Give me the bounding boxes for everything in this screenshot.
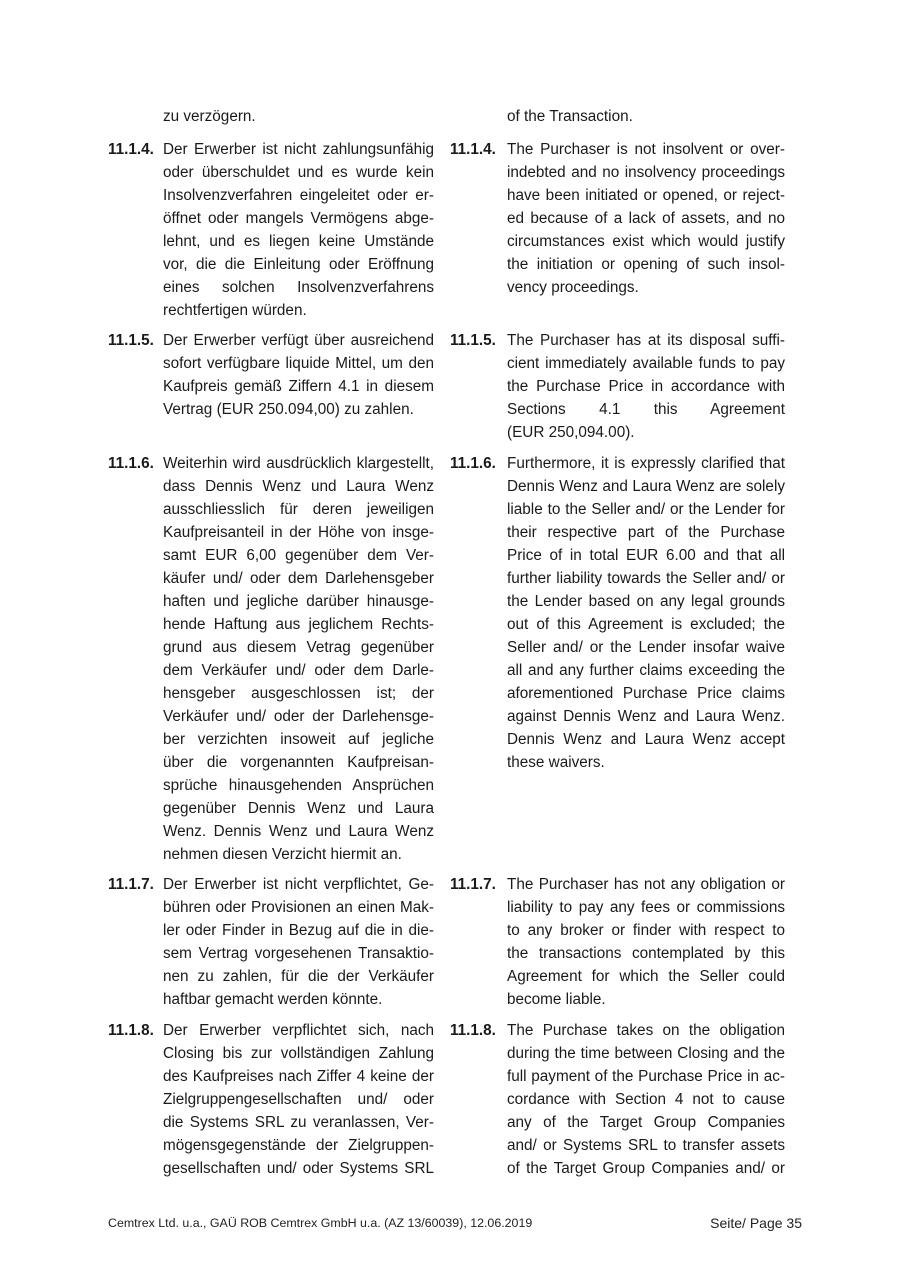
text-line: sofort verfügbare liquide Mittel, um den: [163, 355, 434, 372]
text-line: Der Erwerber verfügt über ausreichend: [163, 332, 434, 349]
text-line: Sections 4.1 this Agreement: [507, 401, 785, 418]
text-line: Weiterhin wird ausdrücklich klargestellt,: [163, 455, 434, 472]
clause-number: 11.1.4.: [108, 141, 154, 158]
text-line: nen zu zahlen, für die der Verkäufer: [163, 968, 434, 985]
text-line: haftbar gemacht werden könnte.: [163, 991, 383, 1008]
text-line: Seller and/ or the Lender insofar waive: [507, 639, 785, 656]
text-line: cordance with Section 4 not to cause: [507, 1091, 785, 1108]
text-line: hende Haftung aus jeglichem Rechts-: [163, 616, 434, 633]
text-line: Vertrag (EUR 250.094,00) zu zahlen.: [163, 401, 414, 418]
text-line: Zielgruppengesellschaften und/ oder: [163, 1091, 434, 1108]
text-line: and/ or Systems SRL to transfer assets: [507, 1137, 785, 1154]
continuation-de-text: [163, 105, 434, 128]
text-line: grund aus diesem Vetrag gegenüber: [163, 639, 434, 656]
clause-number: 11.1.5.: [108, 332, 154, 349]
text-line: bühren oder Provisionen an einen Mak-: [163, 899, 434, 916]
text-line: further liability towards the Seller and/ or: [507, 570, 785, 587]
text-line: zu verzögern.: [163, 108, 256, 125]
clause-number: 11.1.7.: [108, 876, 154, 893]
text-line: Furthermore, it is expressly clarified that: [507, 455, 785, 472]
text-line: eines solchen Insolvenzverfahrens: [163, 279, 434, 296]
text-line: The Purchaser has not any obligation or: [507, 876, 785, 893]
clause-text-de: [163, 452, 434, 866]
text-line: Der Erwerber ist nicht verpflichtet, Ge-: [163, 876, 434, 893]
text-line: the transactions contemplated by this: [507, 945, 785, 962]
text-line: rechtfertigen würden.: [163, 302, 307, 319]
text-line: Price of in total EUR 6.00 and that all: [507, 547, 785, 564]
text-line: of the Target Group Companies and/ or: [507, 1160, 785, 1177]
clause-number: 11.1.5.: [450, 332, 496, 349]
clause-text-en: [507, 1019, 785, 1180]
text-line: lehnt, und es liegen keine Umstände: [163, 233, 434, 250]
text-line: sprüche hinausgehenden Ansprüchen: [163, 777, 434, 794]
text-line: Closing bis zur vollständigen Zahlung: [163, 1045, 434, 1062]
text-line: these waivers.: [507, 754, 605, 771]
clause-text-de: [163, 138, 434, 322]
clause-number: 11.1.7.: [450, 876, 496, 893]
clause-number: 11.1.4.: [450, 141, 496, 158]
text-line: mögensgegenstände der Zielgruppen-: [163, 1137, 434, 1154]
text-line: cient immediately available funds to pay: [507, 355, 785, 372]
text-line: The Purchaser has at its disposal suffi-: [507, 332, 785, 349]
text-line: all and any further claims exceeding the: [507, 662, 785, 679]
text-line: über die vorgenannten Kaufpreisan-: [163, 754, 434, 771]
clause-number: 11.1.8.: [108, 1022, 154, 1039]
text-line: the Lender based on any legal grounds: [507, 593, 785, 610]
text-line: Dennis Wenz and Laura Wenz are solely: [507, 478, 785, 495]
text-line: aforementioned Purchase Price claims: [507, 685, 785, 702]
text-line: gesellschaften und/ oder Systems SRL: [163, 1160, 434, 1177]
text-line: full payment of the Purchase Price in ac-: [507, 1068, 785, 1085]
text-line: circumstances exist which would justify: [507, 233, 785, 250]
text-line: liability to pay any fees or commissions: [507, 899, 785, 916]
text-line: during the time between Closing and the: [507, 1045, 785, 1062]
text-line: become liable.: [507, 991, 606, 1008]
clause-text-de: [163, 1019, 434, 1180]
text-line: (EUR 250,094.00).: [507, 424, 635, 441]
text-line: Kaufpreisanteil in der Höhe von insge-: [163, 524, 434, 541]
text-line: vor, die die Einleitung oder Eröffnung: [163, 256, 434, 273]
text-line: sem Vertrag vorgesehenen Transaktio-: [163, 945, 434, 962]
text-line: the initiation or opening of such insol-: [507, 256, 785, 273]
text-line: hensgeber ausgeschlossen ist; der: [163, 685, 434, 702]
text-line: des Kaufpreises nach Ziffer 4 keine der: [163, 1068, 434, 1085]
clause-text-de: [163, 873, 434, 1011]
text-line: öffnet oder mangels Vermögens abge-: [163, 210, 434, 227]
text-line: liable to the Seller and/ or the Lender for: [507, 501, 785, 518]
text-line: to any broker or finder with respect to: [507, 922, 785, 939]
text-line: ler oder Finder in Bezug auf die in die-: [163, 922, 434, 939]
clause-text-en: [507, 329, 785, 444]
text-line: vency proceedings.: [507, 279, 639, 296]
text-line: any of the Target Group Companies: [507, 1114, 785, 1131]
text-line: The Purchase takes on the obligation: [507, 1022, 785, 1039]
continuation-en-text: [507, 105, 785, 128]
text-line: Der Erwerber verpflichtet sich, nach: [163, 1022, 434, 1039]
text-line: Wenz. Dennis Wenz und Laura Wenz: [163, 823, 434, 840]
text-line: die Systems SRL zu veranlassen, Ver-: [163, 1114, 434, 1131]
text-line: ber verzichten insoweit auf jegliche: [163, 731, 434, 748]
text-line: against Dennis Wenz and Laura Wenz.: [507, 708, 785, 725]
clause-number: 11.1.6.: [450, 455, 496, 472]
text-line: the Purchase Price in accordance with: [507, 378, 785, 395]
text-line: käufer und/ oder dem Darlehensgeber: [163, 570, 434, 587]
text-line: Dennis Wenz and Laura Wenz accept: [507, 731, 785, 748]
clause-text-en: [507, 452, 785, 774]
text-line: samt EUR 6,00 gegenüber dem Ver-: [163, 547, 434, 564]
text-line: Insolvenzverfahren eingeleitet oder er-: [163, 187, 434, 204]
text-line: ed because of a lack of assets, and no: [507, 210, 785, 227]
text-line: out of this Agreement is excluded; the: [507, 616, 785, 633]
text-line: Verkäufer und/ oder der Darlehensge-: [163, 708, 434, 725]
text-line: dem Verkäufer und/ oder dem Darle-: [163, 662, 434, 679]
text-line: nehmen diesen Verzicht hiermit an.: [163, 846, 402, 863]
text-line: Kaufpreis gemäß Ziffern 4.1 in diesem: [163, 378, 434, 395]
text-line: their respective part of the Purchase: [507, 524, 785, 541]
clause-text-en: [507, 873, 785, 1011]
text-line: Agreement for which the Seller could: [507, 968, 785, 985]
clause-text-en: [507, 138, 785, 299]
footer-reference: Cemtrex Ltd. u.a., GAÜ ROB Cemtrex GmbH u.a. (AZ 13/60039), 12.06.2019: [108, 1216, 533, 1230]
text-line: of the Transaction.: [507, 108, 633, 125]
clause-number: 11.1.6.: [108, 455, 154, 472]
text-line: The Purchaser is not insolvent or over-: [507, 141, 785, 158]
text-line: Der Erwerber ist nicht zahlungsunfähig: [163, 141, 434, 158]
text-line: oder überschuldet und es wurde kein: [163, 164, 434, 181]
text-line: gegenüber Dennis Wenz und Laura: [163, 800, 434, 817]
text-line: dass Dennis Wenz und Laura Wenz: [163, 478, 434, 495]
clause-text-de: [163, 329, 434, 421]
footer-page-number: Seite/ Page 35: [710, 1215, 802, 1231]
clause-number: 11.1.8.: [450, 1022, 496, 1039]
text-line: have been initiated or opened, or reject-: [507, 187, 785, 204]
text-line: ausschliesslich für deren jeweiligen: [163, 501, 434, 518]
text-line: indebted and no insolvency proceedings: [507, 164, 785, 181]
text-line: haften und jegliche darüber hinausge-: [163, 593, 434, 610]
